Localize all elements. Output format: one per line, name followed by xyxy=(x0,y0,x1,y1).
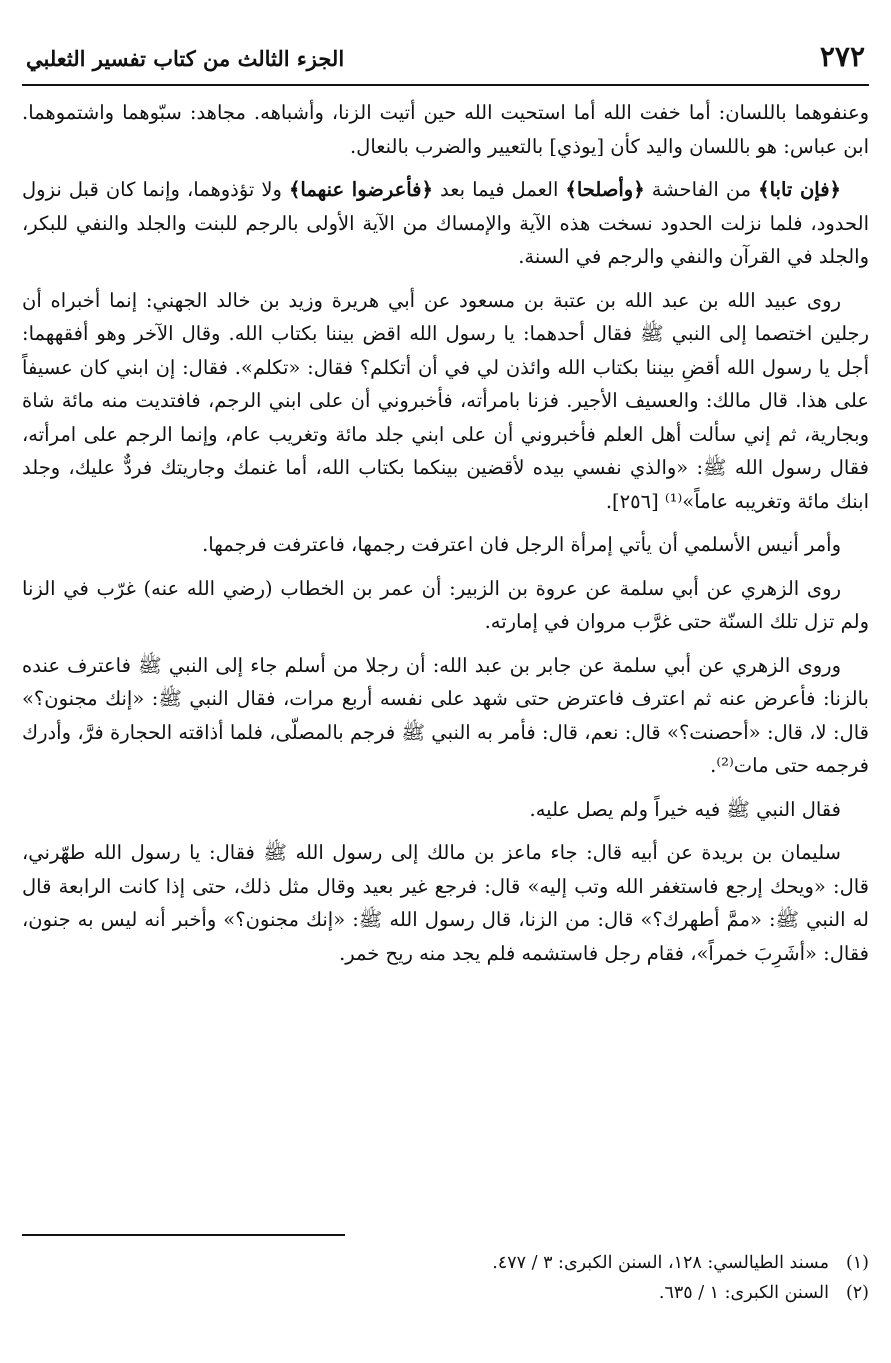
footnote-text: مسند الطيالسي: ١٢٨، السنن الكبرى: ٣ / ٤٧٧. xyxy=(492,1253,829,1273)
footnote xyxy=(22,1278,869,1308)
footnote-text: السنن الكبرى: ١ / ٦٣٥. xyxy=(658,1283,829,1303)
paragraph-6: وروى الزهري عن أبي سلمة عن جابر بن عبد الله: أن رجلا من أسلم جاء إلى النبي ﷺ فاعترف عنده بالزنا: فأعرض عنه ثم اعترف فاعترض حتى شهد على نفسه أربع مرات، فقال النبي ﷺ: «إنك مجنون؟» قال: لا، قال: «أحصنت؟» قال: نعم، قال: فأمر به النبي ﷺ فرجم بالمصلّى، فلما أذاقته الحجارة فرَّ، وأدرك فرجمه حتى مات⁽²⁾. xyxy=(22,653,869,777)
footnote-number: (١) xyxy=(845,1253,869,1273)
paragraph-7: فقال النبي ﷺ فيه خيراً ولم يصل عليه. xyxy=(529,797,841,821)
footnote-number: (٢) xyxy=(845,1283,869,1303)
running-title: الجزء الثالث من كتاب تفسير الثعلبي xyxy=(26,46,345,71)
paragraph-text: العمل فيما بعد xyxy=(432,178,566,201)
quran-quote: ﴿وأصلحا﴾ xyxy=(565,178,645,201)
paragraph-4: وأمر أنيس الأسلمي أن يأتي إمرأة الرجل فان اعترفت رجمها، فاعترفت فرجمها. xyxy=(202,533,841,556)
quran-quote: ﴿فأعرضوا عنهما﴾ xyxy=(289,178,433,201)
footnotes xyxy=(22,1248,869,1308)
page-header xyxy=(22,36,869,86)
footnote-divider xyxy=(22,1234,345,1236)
paragraph-2 xyxy=(22,173,869,274)
page-body xyxy=(22,96,869,980)
paragraph-8: سليمان بن بريدة عن أبيه قال: جاء ماعز بن مالك إلى رسول الله ﷺ فقال: يا رسول الله طهّرني، قال: «ويحك إرجع فاستغفر الله وتب إليه» قال: فرجع غير بعيد وقال مثل ذلك، حتى إذا كانت الرابعة قال له النبي ﷺ: «ممَّ أطهرك؟» قال: من الزنا، قال رسول الله ﷺ: «إنك مجنون؟» وأخبر أنه ليس به جنون، فقال: «أشَرِبَ خمراً»، فقام رجل فاستشمه فلم يجد منه ريح خمر. xyxy=(22,841,869,965)
quran-quote: ﴿فإن تابا﴾ xyxy=(758,178,841,201)
paragraph-text: ولا تؤذوهما، وإنما كان قبل نزول الحدود، فلما نزلت الحدود نسخت هذه الآية والإمساك من الآية الأولى بالرجم للبنت والجلد والنفي للبكر، والجلد في القرآن والنفي والرجم في السنة. xyxy=(22,178,869,268)
footnote xyxy=(22,1248,869,1278)
paragraph-5: روى الزهري عن أبي سلمة عن عروة بن الزبير: أن عمر بن الخطاب (رضي الله عنه) غرّب في الزنا ولم تزل تلك السنّة حتى غرَّب مروان في إمارته. xyxy=(22,576,869,633)
paragraph-1: وعنفوهما باللسان: أما خفت الله أما استحيت الله حين أتيت الزنا، وأشباهه. مجاهد: سبّوهما واشتموهما. ابن عباس: هو باللسان واليد كأن [يوذي] بالتعيير والضرب بالنعال. xyxy=(22,101,869,158)
paragraph-3: روى عبيد الله بن عبد الله بن عتبة بن مسعود عن أبي هريرة وزيد بن خالد الجهني: إنما أخبراه أن رجلين اختصما إلى النبي ﷺ فقال أحدهما: يا رسول الله اقض بيننا بكتاب الله. وقال الآخر وهو أفقههما: أجل يا رسول الله أقضِ بيننا بكتاب الله وائذن لي في أن أتكلم؟ فقال: «تكلم». فقال: إن ابني كان عسيفاً على هذا. قال مالك: والعسيف الأجير. فزنا بامرأته، فأخبروني أن على ابني الرجم، فافتديت منه مائة شاة وبجارية، ثم إني سألت أهل العلم فأخبروني أن على ابني جلد مائة وتغريب عام، وإنما الرجم على امرأته، فقال رسول الله ﷺ: «والذي نفسي بيده لأقضين بينكما بكتاب الله، أما غنمك وجاريتك فردٌّ عليك، وجلد ابنك مائة وتغريبه عاماً»⁽¹⁾ [٢٥٦]. xyxy=(22,288,869,513)
page-number: ٢٧٢ xyxy=(819,40,865,73)
paragraph-text: من الفاحشة xyxy=(644,178,759,201)
